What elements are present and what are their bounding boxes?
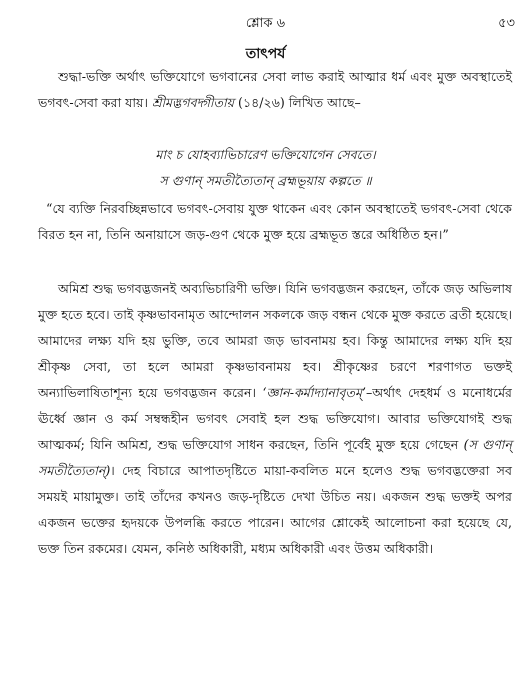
section-title: তাৎপর্য [245, 46, 286, 62]
paragraph-intro-text-a: শুদ্ধা-ভক্তি অর্থাৎ ভক্তিযোগে ভগবানের সেবা লাভ করাই আত্মার ধর্ম এবং মুক্ত অবস্থাতেই ভগবৎ-সেবা করা যায়। [38, 69, 512, 110]
verse-line-1: মাং চ যোহব্যাভিচারেণ ভক্তিযোগেন সেবতে। [155, 147, 376, 162]
running-header: শ্লোক ৬ [245, 16, 286, 31]
sa-gunan-reference: (স গুণান্ সমতীত্যৈতান্) [38, 437, 512, 478]
paragraph-main-text-c: । দেহ বিচারে আপাতদৃষ্টিতে মায়া-কবলিত মনে হলেও শুদ্ধ ভগবদ্ভক্তেরা সব সময়ই মায়ামুক্ত। তাই তাঁদের কখনও জড়-দৃষ্টিতে দেখা উচিত নয়। একজন শুদ্ধ ভক্তই অপর একজন ভক্তের হৃদয়কে উপলব্ধি করতে পারেন। আগের শ্লোকেই আলোচনা করা হয়েছে যে, ভক্ত তিন রকমের। যেমন, কনিষ্ঠ অধিকারী, মধ্যম অধিকারী এবং উত্তম অধিকারী। [38, 463, 512, 556]
paragraph-intro-text-b: (১৪/২৬) লিখিত আছে– [234, 95, 361, 110]
verse-translation-quote: “যে ব্যক্তি নিরবচ্ছিন্নভাবে ভগবৎ-সেবায় যুক্ত থাকেন এবং কোন অবস্থাতেই ভগবৎ-সেবা থেকে বিরত হন না, তিনি অনায়াসে জড়-গুণ থেকে মুক্ত হয়ে ব্রহ্মভূত স্তরে অধিষ্ঠিত হন।” [38, 201, 512, 242]
paragraph-intro [38, 64, 512, 116]
paragraph-main [38, 276, 512, 562]
jnana-reference: ‘জ্ঞান-কর্মাদ্যানাবৃতম্’ [262, 385, 366, 400]
page-number: ৫৩ [498, 16, 515, 31]
paragraph-main-text-a: অমিশ্র শুদ্ধ ভগবদ্ভজনই অব্যভিচারিণী ভক্তি। যিনি ভগবদ্ভজন করছেন, তাঁকে জড় অভিলাষ মুক্ত হতে হবে। তাই কৃষ্ণভাবনামৃত আন্দোলন সকলকে জড় বন্ধন থেকে মুক্ত করতে ব্রতী হয়েছে। আমাদের লক্ষ্য যদি হয় ভুক্তি, তবে আমরা জড় ভাবনাময় হব। কিন্তু আমাদের লক্ষ্য যদি হয় শ্রীকৃষ্ণ সেবা, তা হলে আমরা কৃষ্ণভাবনাময় হব। শ্রীকৃষ্ণের চরণে শরণাগত ভক্তই অন্যাভিলাষিতাশূন্য হয়ে ভগবদ্ভজন করেন। [38, 281, 512, 400]
verse-line-2: স গুণান্ সমতীত্যৈতান্ ব্রহ্মভূয়ায় কল্পতে ॥ [159, 173, 372, 188]
gita-reference: শ্রীমদ্ভগবদ্গীতায় [151, 95, 235, 110]
paragraph-main-text-b: –অর্থাৎ দেহধর্ম ও মনোধর্মের ঊর্ধ্বে জ্ঞান ও কর্ম সম্বন্ধহীন ভগবৎ সেবাই হল শুদ্ধ ভক্তিযোগ। আবার ভক্তিযোগই শুদ্ধ আত্মকর্ম; যিনি অমিশ্র, শুদ্ধ ভক্তিযোগ সাধন করছেন, তিনি পূর্বেই মুক্ত হয়ে গেছেন [38, 385, 512, 452]
